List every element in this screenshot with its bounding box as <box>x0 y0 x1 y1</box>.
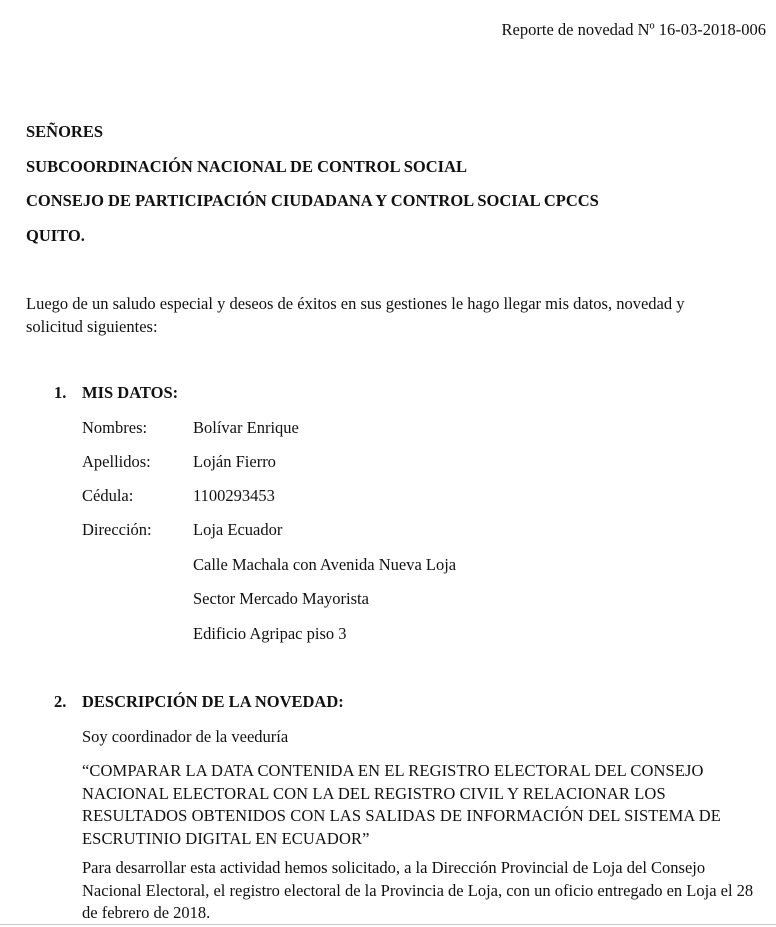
address-line-building: Edificio Agripac piso 3 <box>193 624 347 643</box>
section-2-paragraph: Para desarrollar esta actividad hemos solicitado, a la Dirección Provincial de Loja del Consejo Nacional Electoral, el registro electoral de la Provincia de Loja, con un oficio entregado en Loja el 28 de febrero de 2018. <box>82 858 754 922</box>
address-line-street: Calle Machala con Avenida Nueva Loja <box>193 555 457 574</box>
section-1-title: MIS DATOS: <box>82 383 179 402</box>
section-2-intro: Soy coordinador de la veeduría <box>82 727 289 746</box>
address-line-sector: Sector Mercado Mayorista <box>193 589 369 608</box>
field-label-cedula: Cédula: <box>82 486 134 505</box>
addressee-line-4: QUITO. <box>26 226 85 245</box>
field-label-apellidos: Apellidos: <box>82 452 151 471</box>
addressee-line-1: SEÑORES <box>26 122 104 141</box>
greeting-paragraph: Luego de un saludo especial y deseos de éxitos en sus gestiones le hago llegar mis datos, novedad y solicitud siguientes: <box>26 294 685 336</box>
field-value-cedula: 1100293453 <box>193 486 275 505</box>
addressee-line-3: CONSEJO DE PARTICIPACIÓN CIUDADANA Y CONTROL SOCIAL CPCCS <box>26 191 599 210</box>
section-2-number: 2. <box>54 692 67 711</box>
report-reference: Reporte de novedad Nº 16-03-2018-006 <box>501 20 766 39</box>
field-value-direccion: Loja Ecuador <box>193 520 283 539</box>
field-value-nombres: Bolívar Enrique <box>193 418 299 437</box>
addressee-line-2: SUBCOORDINACIÓN NACIONAL DE CONTROL SOCIAL <box>26 157 467 176</box>
field-label-nombres: Nombres: <box>82 418 148 437</box>
section-1-number: 1. <box>54 383 67 402</box>
field-value-apellidos: Loján Fierro <box>193 452 276 471</box>
section-2-title: DESCRIPCIÓN DE LA NOVEDAD: <box>82 692 344 711</box>
field-label-direccion: Dirección: <box>82 520 152 539</box>
page-bottom-edge <box>0 924 776 925</box>
veeduria-title-quote: “COMPARAR LA DATA CONTENIDA EN EL REGISTRO ELECTORAL DEL CONSEJO NACIONAL ELECTORAL CON LA DEL REGISTRO CIVIL Y RELACIONAR LOS RESULTADOS OBTENIDOS CON LAS SALIDAS DE INFORMACIÓN DEL SISTEMA DE ESCRUTINIO DIGITAL EN ECUADOR” <box>82 761 721 848</box>
